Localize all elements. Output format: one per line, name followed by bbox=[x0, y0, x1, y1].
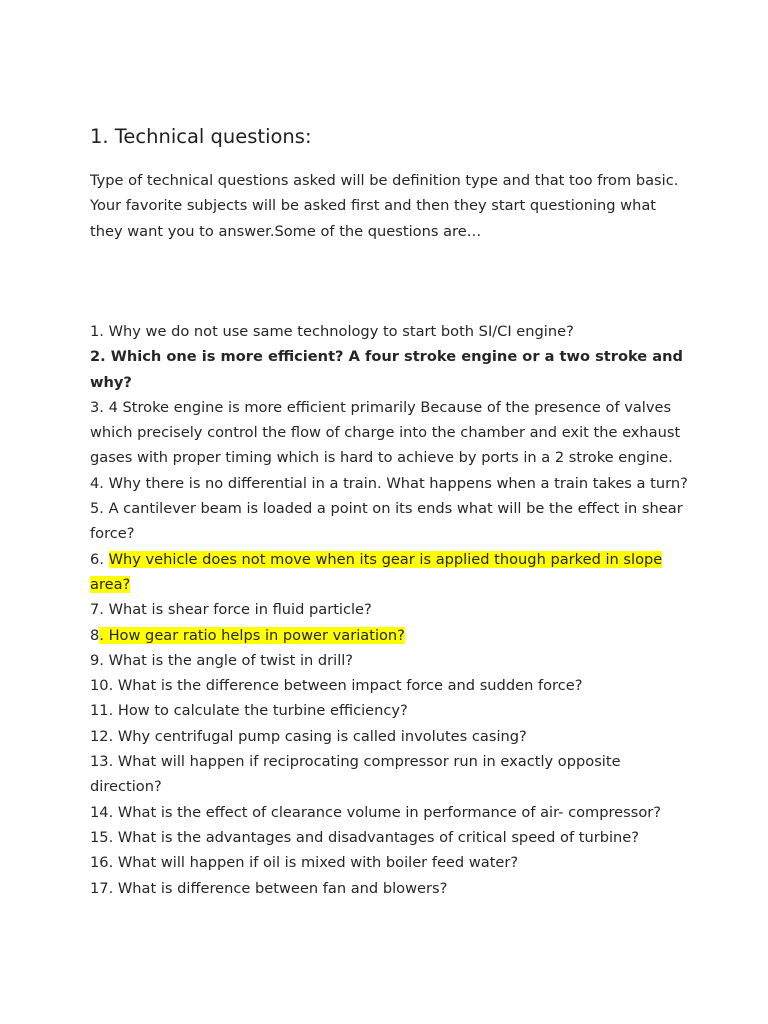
question-item-2: 2. Which one is more efficient? A four stroke engine or a two stroke and why? bbox=[90, 348, 683, 391]
answer-item-3: 3. 4 Stroke engine is more efficient primarily Because of the presence of valves which precisely control the flow of charge into the chamber and exit the exhaust gases with proper timing which is hard to achieve by ports in a 2 stroke engine. bbox=[90, 398, 681, 467]
question-list bbox=[90, 319, 690, 901]
question-item-5: 5. A cantilever beam is loaded a point on its ends what will be the effect in shear force? bbox=[90, 500, 683, 543]
question-item-16: 16. What will happen if oil is mixed with boiler feed water? bbox=[90, 854, 519, 872]
question-item-4: 4. Why there is no differential in a train. What happens when a train takes a turn? bbox=[90, 474, 688, 492]
question-item-14: 14. What is the effect of clearance volume in performance of air- compressor? bbox=[90, 803, 662, 821]
question-item-1: 1. Why we do not use same technology to start both SI/CI engine? bbox=[90, 323, 574, 340]
question-number-8: 8 bbox=[90, 626, 100, 644]
question-item-8 bbox=[90, 623, 690, 648]
highlighted-question-8: . How gear ratio helps in power variation? bbox=[99, 626, 405, 644]
question-item-9: 9. What is the angle of twist in drill? bbox=[90, 651, 354, 669]
intro-paragraph: Type of technical questions asked will be definition type and that too from basic. Your favorite subjects will be asked first and then they start questioning what they want you to answer.Some of the questions are… bbox=[90, 172, 679, 240]
question-item-11: 11. How to calculate the turbine efficiency? bbox=[90, 702, 408, 720]
question-number-6: 6. bbox=[90, 550, 109, 568]
question-item-10: 10. What is the difference between impact force and sudden force? bbox=[90, 677, 583, 695]
section-heading: 1. Technical questions: bbox=[90, 125, 312, 148]
question-item-6 bbox=[90, 547, 690, 598]
question-item-15: 15. What is the advantages and disadvantages of critical speed of turbine? bbox=[90, 828, 640, 846]
question-item-13: 13. What will happen if reciprocating compressor run in exactly opposite direction? bbox=[90, 753, 621, 796]
question-item-12: 12. Why centrifugal pump casing is called involutes casing? bbox=[90, 727, 527, 745]
question-item-17: 17. What is difference between fan and blowers? bbox=[90, 879, 448, 897]
question-item-7: 7. What is shear force in fluid particle? bbox=[90, 601, 372, 619]
highlighted-question-6: Why vehicle does not move when its gear is applied though parked in slope area? bbox=[90, 550, 663, 593]
